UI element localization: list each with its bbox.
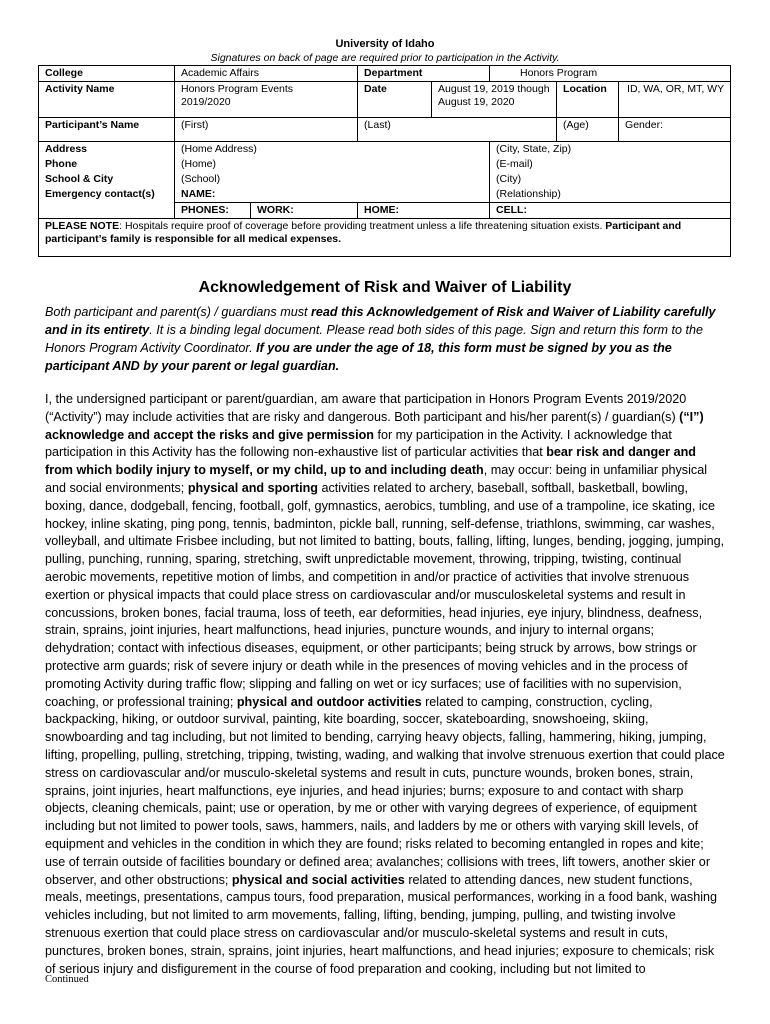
school-field[interactable]: (School) (175, 172, 490, 187)
emergency-contact-label: Emergency contact(s) (39, 187, 175, 203)
intro-paragraph: Both participant and parent(s) / guardians must read this Acknowledgement of Risk and Waiver of Liability carefully and in its entirety. It is a binding legal document. Please read both sides of this page. Sign and return this form to the Honors Program Activity Coordinator. If you are under the age of 18, this form must be signed by you as the participant AND by your parent or legal guardian. (45, 305, 716, 373)
continued-label: Continued (45, 974, 89, 985)
city-state-zip-field[interactable]: (City, State, Zip) (490, 142, 731, 158)
city-field[interactable]: (City) (490, 172, 731, 187)
home-phone-field[interactable]: (Home) (175, 157, 490, 172)
address-label: Address (39, 142, 175, 158)
phone-label: Phone (39, 157, 175, 172)
location-label: Location (557, 82, 619, 118)
activity-label: Activity Name (39, 82, 175, 118)
home-address-field[interactable]: (Home Address) (175, 142, 490, 158)
please-note: PLEASE NOTE: Hospitals require proof of coverage before providing treatment unless a life threatening situation exists. Participant and participant’s family is responsible for all medical expenses. (39, 219, 731, 257)
work-phone-field[interactable]: WORK: (251, 203, 358, 219)
last-name-field[interactable]: (Last) (358, 118, 557, 142)
department-value: Honors Program (490, 66, 731, 82)
date-label: Date (358, 82, 432, 118)
department-label: Department (358, 66, 490, 82)
gender-field[interactable]: Gender: (619, 118, 731, 142)
emergency-name-field[interactable]: NAME: (175, 187, 490, 203)
college-label: College (39, 66, 175, 82)
emergency-home-phone-field[interactable]: HOME: (358, 203, 490, 219)
university-title: University of Idaho (335, 38, 435, 50)
age-field[interactable]: (Age) (557, 118, 619, 142)
participant-name-label: Participant’s Name (39, 118, 175, 142)
college-value: Academic Affairs (175, 66, 358, 82)
phones-label: PHONES: (175, 203, 251, 219)
document-title: Acknowledgement of Risk and Waiver of Liability (198, 279, 572, 296)
signature-note: Signatures on back of page are required prior to participation in the Activity. (210, 52, 560, 64)
cell-phone-field[interactable]: CELL: (490, 203, 731, 219)
participant-info-table (38, 65, 731, 257)
school-label: School & City (39, 172, 175, 187)
first-name-field[interactable]: (First) (175, 118, 358, 142)
location-value: ID, WA, OR, MT, WY (619, 82, 731, 118)
waiver-body-paragraph: I, the undersigned participant or parent/guardian, am aware that participation in Honors Program Events 2019/2020 (“Activity”) may include activities that are risky and dangerous. Both participant and his/her parent(s) / guardian(s) (“I”) acknowledge and accept the risks and give permission for my participation in the Activity. I acknowledge that participation in this Activity has the following non-exhaustive list of particular activities that bear risk and danger and from which bodily injury to myself, or my child, up to and including death, may occur: being in unfamiliar physical and social environments; physical and sporting activities related to archery, baseball, softball, basketball, bowling, boxing, dance, dodgeball, fencing, football, golf, gymnastics, aerobics, tumbling, and use of a trampoline, ice skating, ice hockey, inline skating, ping pong, tennis, badminton, pickle ball, running, self-defense, triathlons, swimming, car washes, volleyball, and ultimate Frisbee including, but not limited to batting, bouts, falling, lifting, lunges, bending, jogging, jumping, pulling, punching, running, sparing, stretching, swift unpredictable movement, throwing, tripping, twisting, continual aerobic movements, repetitive motion of limbs, and competition in and/or practice of activities that involve strenuous exertion or physical impacts that could place stress on cardiovascular and/or musculoskeletal systems and result in concussions, broken bones, facial trauma, loss of teeth, ear deformities, head injuries, eye injury, blindness, deafness, strain, sprains, joint injuries, heart malfunctions, head injuries, puncture wounds, and injury to internal organs; dehydration; contact with infectious diseases, equipment, or other participants; being struck by arrows, bow strings or protective arm guards; risk of severe injury or death while in the presences of moving vehicles and in the process of promoting Activity during traffic flow; slipping and falling on wet or icy surfaces; use of facilities with no supervision, coaching, or professional training; physical and outdoor activities related to camping, construction, cycling, backpacking, hiking, or outdoor survival, painting, kite boarding, soccer, skateboarding, snowshoeing, skiing, snowboarding and tag including, but not limited to bending, carrying heavy objects, falling, hammering, hiking, jumping, lifting, propelling, pulling, stretching, tripping, twisting, wading, and walking that involve strenuous exertion that could place stress on cardiovascular and/or musculo-skeletal systems and result in cuts, puncture wounds, broken bones, strain, sprains, joint injuries, heart malfunctions, eye injuries, and head injuries; burns; exposure to and contact with sharp objects, cleaning chemicals, paint; use or operation, by me or other with varying degrees of experience, of equipment including but not limited to power tools, saws, hammers, nails, and ladders by me or others with varying skill levels, of equipment and vehicles in the condition in which they are found; risks related to becoming entangled in ropes and kite; use of terrain outside of facilities boundary or defined area; avalanches; collisions with trees, lift towers, another skier or observer, and other obstructions; physical and social activities related to attending dances, new student functions, meals, meetings, presentations, campus tours, food preparation, musical performances, working in a food bank, washing vehicles including, but not limited to arm movements, falling, lifting, bending, jumping, pulling, and twisting involve strenuous exertion that could place stress on cardiovascular and/or musculo-skeletal systems and result in cuts, punctures, broken bones, strain, sprains, joint injuries, heart malfunctions, and head injuries; exposure to chemicals; risk of serious injury and disfigurement in the course of food preparation and cooking, including but not limited to (45, 392, 725, 976)
relationship-field[interactable]: (Relationship) (490, 187, 731, 203)
date-value: August 19, 2019 though August 19, 2020 (432, 82, 557, 118)
activity-value: Honors Program Events 2019/2020 (175, 82, 358, 118)
email-field[interactable]: (E-mail) (490, 157, 731, 172)
